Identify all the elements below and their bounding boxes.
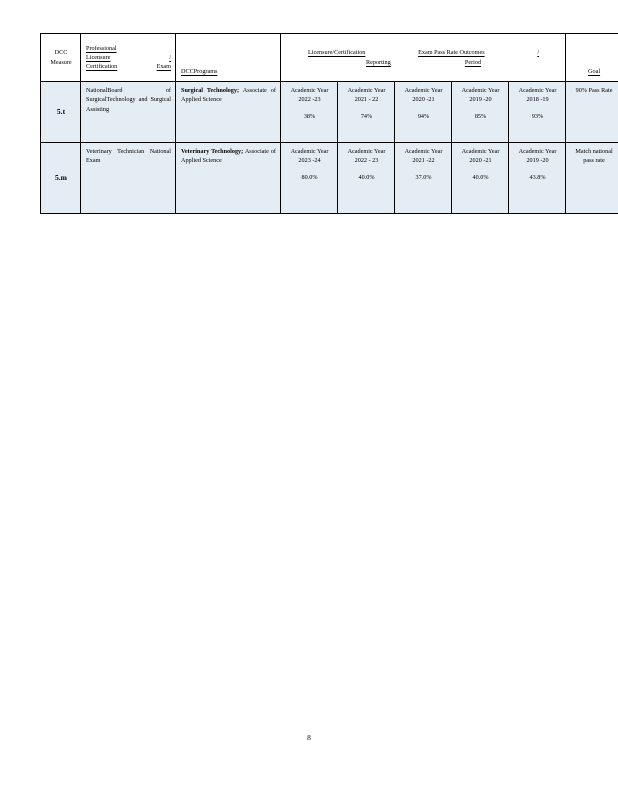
year-label: Academic Year <box>347 87 386 94</box>
row-measure: 5.m <box>41 143 81 214</box>
row-program-degree: Associate of Applied Science <box>181 87 276 104</box>
header-exam-outcomes-span <box>281 34 566 82</box>
row-certification: NationalBoard of SurgicalTechnology and Surgical Assisting <box>81 82 176 143</box>
header-cert-line3b: Exam <box>156 63 171 71</box>
page-number: 8 <box>307 733 311 742</box>
table-row <box>41 143 618 214</box>
year-range: 2020 -21 <box>412 96 435 104</box>
row-certification: Veterinary Technician National Exam <box>81 143 176 214</box>
year-range: 2019 -20 <box>526 157 549 165</box>
row-program-name: Surgical Technology; <box>181 87 240 94</box>
row-year-cell <box>338 82 395 143</box>
table-header-row <box>41 34 618 82</box>
row-year-cell <box>395 82 452 143</box>
year-label: Academic Year <box>461 87 500 94</box>
year-range: 2022 - 23 <box>354 157 379 165</box>
header-span-line1b: Exam Pass Rate Outcomes <box>418 49 485 57</box>
header-dcc-measure-label: DCC Measure <box>50 49 72 66</box>
year-value: 80.0% <box>301 173 318 181</box>
year-range: 2019 -20 <box>469 96 492 104</box>
year-range: 2021 - 22 <box>354 96 379 104</box>
row-goal: Match national pass rate <box>566 143 618 214</box>
header-cert-line1: Professional <box>86 44 117 52</box>
header-professional-licensure <box>81 34 176 82</box>
header-goal-label: Goal <box>588 67 601 75</box>
year-label: Academic Year <box>461 148 500 155</box>
year-range: 2023 -24 <box>298 157 321 165</box>
header-cert-line2b: / <box>169 53 171 61</box>
header-span-line2b: Period <box>464 58 482 66</box>
year-range: 2022 -23 <box>298 96 321 104</box>
year-range: 2018 -19 <box>526 96 549 104</box>
header-dcc-programs <box>176 34 281 82</box>
year-range: 2020 -21 <box>469 157 492 165</box>
row-program-degree: Associate of Applied Science <box>181 148 276 165</box>
year-label: Academic Year <box>518 87 557 94</box>
header-dcc-programs-label: DCCPrograms <box>181 67 218 75</box>
row-goal: 90% Pass Rate <box>566 82 618 143</box>
row-year-cell <box>452 82 509 143</box>
year-value: 93% <box>531 112 544 120</box>
row-program-name: Veterinary Technology; <box>181 148 244 155</box>
year-value: 37.0% <box>415 173 432 181</box>
row-year-cell <box>281 143 338 214</box>
year-label: Academic Year <box>290 148 329 155</box>
header-goal <box>566 34 618 82</box>
row-year-cell <box>338 143 395 214</box>
row-year-cell <box>395 143 452 214</box>
header-span-line1a: Licensure/Certification <box>308 49 366 57</box>
header-cert-line2: Licensure <box>86 53 111 61</box>
row-program <box>176 82 281 143</box>
table-row <box>41 82 618 143</box>
header-dcc-measure <box>41 34 81 82</box>
row-year-cell <box>509 143 566 214</box>
year-value: 74% <box>360 112 373 120</box>
year-value: 94% <box>417 112 430 120</box>
year-value: 85% <box>474 112 487 120</box>
row-year-cell <box>509 82 566 143</box>
header-span-line1c: / <box>537 49 540 57</box>
header-cert-line3: Certification <box>86 63 118 71</box>
year-label: Academic Year <box>404 87 443 94</box>
year-label: Academic Year <box>290 87 329 94</box>
licensure-exam-outcomes-table <box>40 33 618 214</box>
year-value: 38% <box>303 112 316 120</box>
row-measure: 5.t <box>41 82 81 143</box>
year-value: 43.8% <box>529 173 546 181</box>
year-range: 2021 -22 <box>412 157 435 165</box>
year-value: 40.0% <box>472 173 489 181</box>
row-year-cell <box>281 82 338 143</box>
row-program <box>176 143 281 214</box>
year-label: Academic Year <box>404 148 443 155</box>
row-year-cell <box>452 143 509 214</box>
year-label: Academic Year <box>518 148 557 155</box>
year-label: Academic Year <box>347 148 386 155</box>
year-value: 40.0% <box>358 173 375 181</box>
header-span-line2a: Reporting <box>366 58 391 66</box>
